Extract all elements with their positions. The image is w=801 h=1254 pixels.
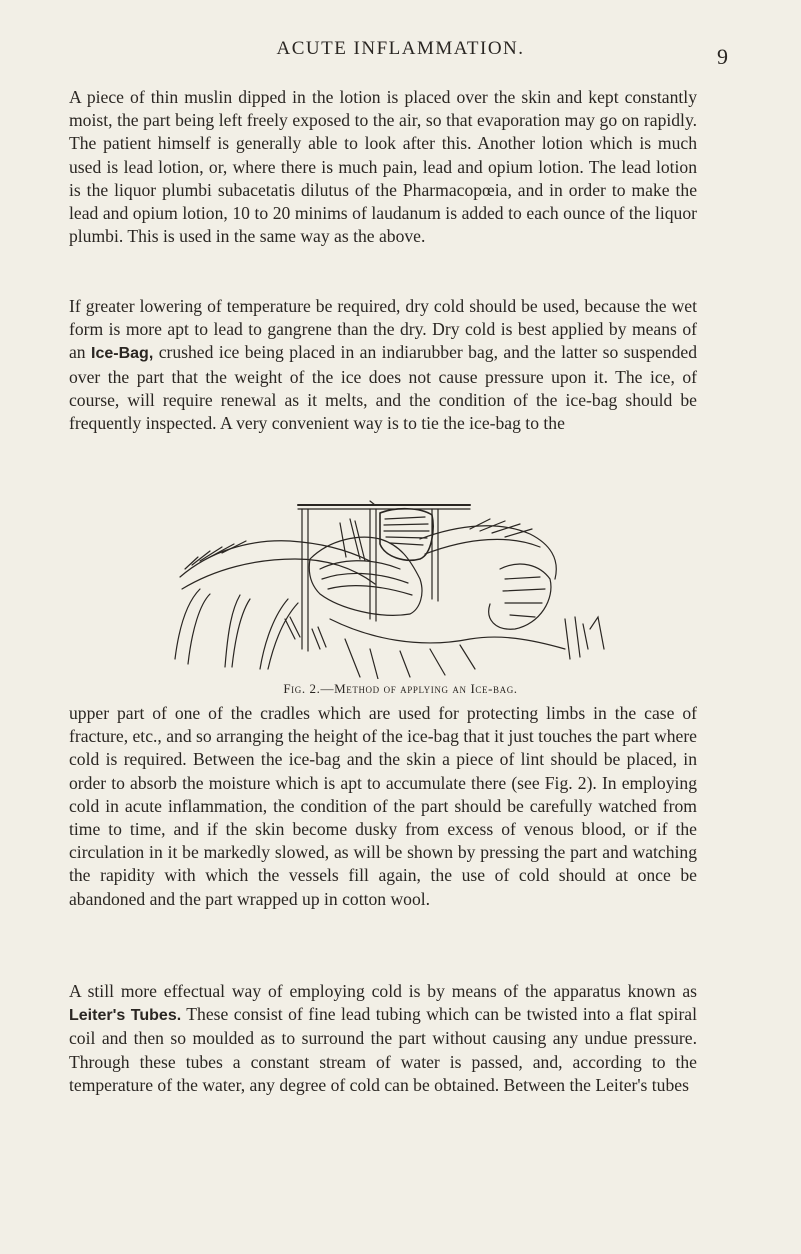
paragraph-lotions: A piece of thin muslin dipped in the lotion is placed over the skin and kept constantly moist, the part being left freely exposed to the air, so that evaporation may go on rapidly. The patient himself is generally able to look after this. Another lotion which is much used is lead lotion, or, where there is much pain, lead and opium lotion. The lead lotion is the liquor plumbi subacetatis dilutus of the Pharmacopœia, and in order to make the lead and opium lotion, 10 to 20 minims of laudanum is added to each ounce of the liquor plumbi. This is used in the same way as the above.	[69, 87, 697, 247]
paragraph-leiters-text-2: These consist of fine lead tubing which can be twisted into a flat spiral coil and then so moulded as to surround the part without causing any undue pressure. Through these tubes a constant stream of water is passed, and, according to the temperature of the water, any degree of cold can be obtained. Between the Leiter's tubes	[69, 1004, 697, 1095]
term-leiters-tubes: Leiter's Tubes.	[69, 1007, 182, 1025]
paragraph-leiters-tubes	[69, 980, 697, 1097]
term-ice-bag: Ice-Bag,	[91, 345, 154, 363]
paragraph-ice-bag	[69, 295, 697, 435]
page-header	[0, 38, 801, 68]
running-head: ACUTE INFLAMMATION.	[276, 38, 525, 59]
figure-ice-bag-illustration	[170, 499, 615, 679]
paragraph-leiters-text-1: A still more effectual way of employing cold is by means of the apparatus known as	[69, 981, 697, 1001]
page-number: 9	[717, 44, 728, 69]
ice-bag-engraving	[170, 499, 615, 679]
paragraph-cradle: upper part of one of the cradles which are used for protecting limbs in the case of fracture, etc., and so arranging the height of the ice-bag that it just touches the part where cold is required. Between the ice-bag and the skin a piece of lint should be placed, in order to absorb the moisture which is apt to accumulate there (see Fig. 2). In employing cold in acute inflammation, the condition of the part should be carefully watched from time to time, and if the skin become dusky from excess of venous blood, or if the circulation in it be markedly slowed, as will be shown by pressing the part and watching the rapidity with which the vessels fill again, the use of cold should at once be abandoned and the part wrapped up in cotton wool.	[69, 703, 697, 909]
figure-caption: Fig. 2.—Method of applying an Ice-bag.	[283, 681, 518, 696]
paragraph-ice-bag-text-1: If greater lowering of temperature be required, dry cold should be used, because the wet form is more apt to lead to gangrene than the dry. Dry cold is best applied by means of an	[69, 296, 697, 363]
paragraph-ice-bag-text-2: crushed ice being placed in an indiarubber bag, and the latter so suspended over the part that the weight of the ice does not cause pressure upon it. The ice, of course, will require renewal as it melts, and the condition of the ice-bag should be frequently inspected. A very convenient way is to tie the ice-bag to the	[69, 342, 698, 434]
